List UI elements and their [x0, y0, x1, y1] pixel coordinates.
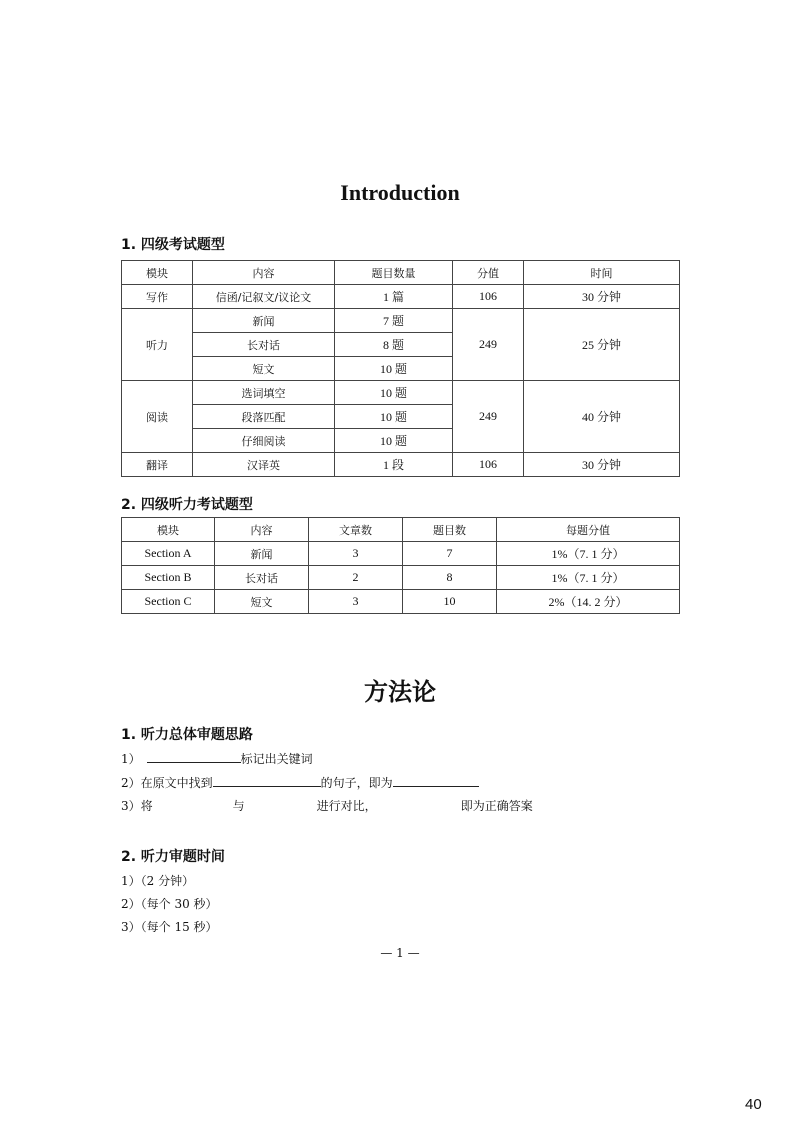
cell-time: 30 分钟 [524, 285, 680, 309]
header-module: 模块 [122, 518, 215, 542]
fill-blank [393, 774, 479, 787]
cell-count: 10 题 [335, 357, 453, 381]
method1-line-3 [121, 797, 533, 814]
header-score: 每题分值 [497, 518, 680, 542]
listening-format-table [121, 517, 680, 614]
method1-line-1 [121, 750, 313, 767]
header-content: 内容 [193, 261, 335, 285]
cell-content: 段落匹配 [193, 405, 335, 429]
section1-heading: 1. 四级考试题型 [121, 237, 225, 253]
cell-content: 长对话 [215, 566, 309, 590]
table-row [122, 566, 680, 590]
method1-line-2 [121, 774, 479, 791]
header-score: 分值 [453, 261, 524, 285]
cell-module: Section A [122, 542, 215, 566]
cell-score: 1%（7. 1 分） [497, 542, 680, 566]
corner-page-number: 40 [745, 1096, 762, 1113]
cell-content: 长对话 [193, 333, 335, 357]
line-text: 与 [232, 799, 245, 813]
line-text: 标记出关键词 [240, 752, 313, 766]
fill-blank [147, 750, 241, 763]
cell-count: 10 题 [335, 405, 453, 429]
table-row-translation [122, 453, 680, 477]
header-count: 题目数量 [335, 261, 453, 285]
line-number: 3） [121, 799, 141, 813]
cell-content: 新闻 [215, 542, 309, 566]
header-articles: 文章数 [309, 518, 403, 542]
cell-count: 1 段 [335, 453, 453, 477]
cell-articles: 3 [309, 542, 403, 566]
line-number: 1） [121, 752, 141, 766]
exam-format-table [121, 260, 680, 477]
table-row [122, 542, 680, 566]
cell-content: 仔细阅读 [193, 429, 335, 453]
cell-content: 汉译英 [193, 453, 335, 477]
header-questions: 题目数 [403, 518, 497, 542]
cell-score: 106 [453, 285, 524, 309]
cell-score: 249 [453, 381, 524, 453]
cell-score: 106 [453, 453, 524, 477]
header-time: 时间 [524, 261, 680, 285]
cell-score: 1%（7. 1 分） [497, 566, 680, 590]
cell-content: 信函/记叙文/议论文 [193, 285, 335, 309]
cell-articles: 2 [309, 566, 403, 590]
cell-module: 写作 [122, 285, 193, 309]
table-row [122, 590, 680, 614]
page-number: — 1 — [380, 946, 420, 960]
cell-questions: 8 [403, 566, 497, 590]
cell-questions: 10 [403, 590, 497, 614]
section2-heading: 2. 四级听力考试题型 [121, 497, 253, 513]
cell-module: 翻译 [122, 453, 193, 477]
cell-module: 听力 [122, 309, 193, 381]
cell-count: 10 题 [335, 429, 453, 453]
header-module: 模块 [122, 261, 193, 285]
line-text: 进行对比， [316, 799, 377, 813]
table-header-row [122, 518, 680, 542]
intro-title: Introduction [340, 180, 460, 205]
method2-item: 1）（2 分钟） [121, 874, 195, 888]
cell-time: 25 分钟 [524, 309, 680, 381]
cell-content: 新闻 [193, 309, 335, 333]
method-title: 方法论 [364, 680, 436, 706]
cell-score: 2%（14. 2 分） [497, 590, 680, 614]
method2-item: 3）（每个 15 秒） [121, 920, 218, 934]
cell-time: 30 分钟 [524, 453, 680, 477]
method1-heading: 1. 听力总体审题思路 [121, 727, 253, 743]
table-row-reading [122, 381, 680, 405]
line-text: 即为正确答案 [460, 799, 533, 813]
cell-count: 10 题 [335, 381, 453, 405]
cell-articles: 3 [309, 590, 403, 614]
line-number: 2） [121, 776, 141, 790]
cell-questions: 7 [403, 542, 497, 566]
cell-content: 短文 [193, 357, 335, 381]
cell-count: 1 篇 [335, 285, 453, 309]
cell-content: 选词填空 [193, 381, 335, 405]
line-text: 在原文中找到 [140, 776, 213, 790]
method2-heading: 2. 听力审题时间 [121, 849, 225, 865]
table-header-row [122, 261, 680, 285]
cell-module: Section B [122, 566, 215, 590]
table-row-listening [122, 309, 680, 333]
line-text: 的句子，即为 [320, 776, 393, 790]
cell-count: 8 题 [335, 333, 453, 357]
cell-module: Section C [122, 590, 215, 614]
cell-time: 40 分钟 [524, 381, 680, 453]
table-row-writing [122, 285, 680, 309]
cell-count: 7 题 [335, 309, 453, 333]
method2-item: 2）（每个 30 秒） [121, 897, 218, 911]
cell-content: 短文 [215, 590, 309, 614]
cell-module: 阅读 [122, 381, 193, 453]
cell-score: 249 [453, 309, 524, 381]
header-content: 内容 [215, 518, 309, 542]
line-text: 将 [140, 799, 153, 813]
fill-blank [213, 774, 321, 787]
